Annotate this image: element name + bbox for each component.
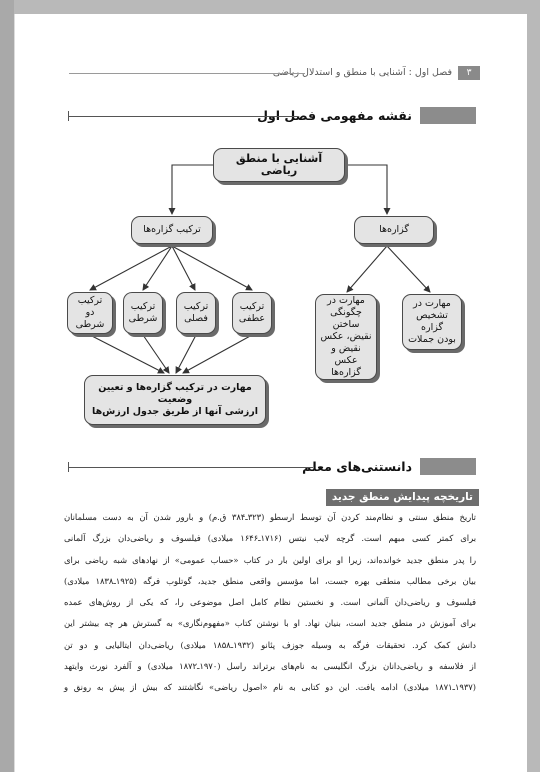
paragraph-line: از فلاسفه و ریاضی‌دانان بزرگ انگلیسی به نام‌های برتراند راسل (۱۹۷۰ـ۱۸۷۲ میلادی) و آلفرد نورث وایتهد	[64, 661, 476, 672]
negation-skill-line-3: نقیض، عکس	[320, 331, 372, 342]
concept-map-heading	[68, 106, 476, 126]
book-spine-edge	[0, 0, 14, 772]
negation-skill-line-1: مهارت در	[327, 295, 365, 306]
teacher-section-title: دانستنی‌های معلم	[302, 459, 412, 474]
compound-propositions-label: ترکیب گزاره‌ها	[143, 224, 201, 235]
negation-skill-line-4: نقیض و عکس	[331, 343, 361, 366]
biconditional-line-1: ترکیب	[77, 295, 103, 306]
biconditional-line-2: دو شرطی	[75, 307, 105, 330]
heading-rule-end	[68, 111, 69, 121]
truth-table-skill-line-1: مهارت در ترکیب گزاره‌ها و تعیین وضعیت	[98, 382, 252, 405]
paragraph-line: (۱۹۳۷ـ۱۸۷۱ میلادی) ادامه یافت. این دو کتابی به نام «اصول ریاضی» نگاشتند که بیش از پیش به رونق و	[64, 682, 476, 693]
conditional-node	[123, 292, 163, 334]
conditional-line-2: شرطی	[128, 313, 158, 324]
negation-skill-line-5: گزاره‌ها	[331, 367, 361, 378]
biconditional-node	[67, 292, 113, 334]
paragraph-line: فیلسوف و ریاضی‌دان آلمانی است. و نخستین نظام کامل اصل موضوعی را، که یکی از روش‌های عمده	[64, 597, 476, 608]
paragraph-line: دانش کمک کرد. تحقیقات فرگه به وسیله جوزف پئانو (۱۹۳۲ـ۱۸۵۸ میلادی) ریاضی‌دان ایتالیایی و دو تن	[64, 639, 477, 650]
root-node	[213, 148, 345, 182]
heading-bar	[420, 107, 476, 124]
paragraph-line: را پدر منطق جدید خوانده‌اند، زیرا او برای اولین بار در کتاب «حساب عمومی» از نهادهای شبه ریاضی برای	[64, 554, 476, 565]
disjunction-node	[176, 292, 216, 334]
teacher-section-heading	[68, 457, 476, 477]
paragraph-line: برای آموزش در منطق جدید است، بنیان نهاد. او با نوشتن کتاب «مفهوم‌نگاری» به گسترش هر چه بیشتر این	[64, 618, 476, 629]
negation-skill-line-2: چگونگی ساختن	[330, 307, 362, 330]
root-node-label: آشنایی با منطق ریاضی	[235, 152, 323, 177]
concept-map-title: نقشه مفهومی فصل اول	[257, 108, 412, 123]
conjunction-line-1: ترکیب	[239, 301, 265, 312]
truth-table-skill-line-2: ارزشی آنها از طریق جدول ارزش‌ها	[92, 406, 258, 417]
running-header	[69, 66, 480, 80]
recognition-skill-line-1: مهارت در	[413, 298, 451, 309]
disjunction-line-2: فصلی	[184, 313, 208, 324]
recognition-skill-node	[402, 294, 462, 350]
paragraph-line: بیان برخی مطالب منطقی بهره جست، اما مؤسس واقعی منطق جدید، گوتلوب فرگه (۱۹۲۵ـ۱۸۳۸ میلادی)	[64, 575, 476, 586]
disjunction-line-1: ترکیب	[183, 301, 209, 312]
conjunction-line-2: عطفی	[238, 313, 266, 324]
propositions-label: گزاره‌ها	[379, 224, 409, 235]
header-rule	[69, 73, 305, 74]
compound-propositions-node	[131, 216, 213, 244]
propositions-node	[354, 216, 434, 244]
paragraph-line: برای کمتر کسی مبهم است. گرچه لایب نیتس (۱۷۱۶ـ۱۶۴۶ میلادی) فیلسوف و ریاضی‌دان بزرگ آلمانی	[64, 533, 476, 544]
recognition-skill-line-2: تشخیص گزاره	[416, 310, 448, 333]
heading-bar	[420, 458, 476, 475]
conditional-line-1: ترکیب	[130, 301, 156, 312]
heading-rule	[68, 467, 313, 468]
negation-skill-node	[315, 294, 377, 380]
paragraph-line: تاریخ منطق سنتی و نظام‌مند کردن آن توسط ارسطو (۳۲۳ـ۳۸۴ ق.م) و بارور شدن آن به دست مسلمانان	[64, 512, 476, 522]
page-number: ۳	[458, 66, 480, 80]
recognition-skill-line-3: بودن جملات	[408, 334, 456, 345]
conjunction-node	[232, 292, 272, 334]
heading-rule-end	[68, 462, 69, 472]
chapter-title: فصل اول : آشنایی با منطق و استدلال ریاضی	[272, 67, 452, 78]
history-subtitle: تاریخچه پیدایش منطق جدید	[326, 489, 479, 506]
heading-rule	[68, 116, 298, 117]
history-paragraph	[64, 507, 476, 699]
truth-table-skill-node	[84, 375, 266, 425]
